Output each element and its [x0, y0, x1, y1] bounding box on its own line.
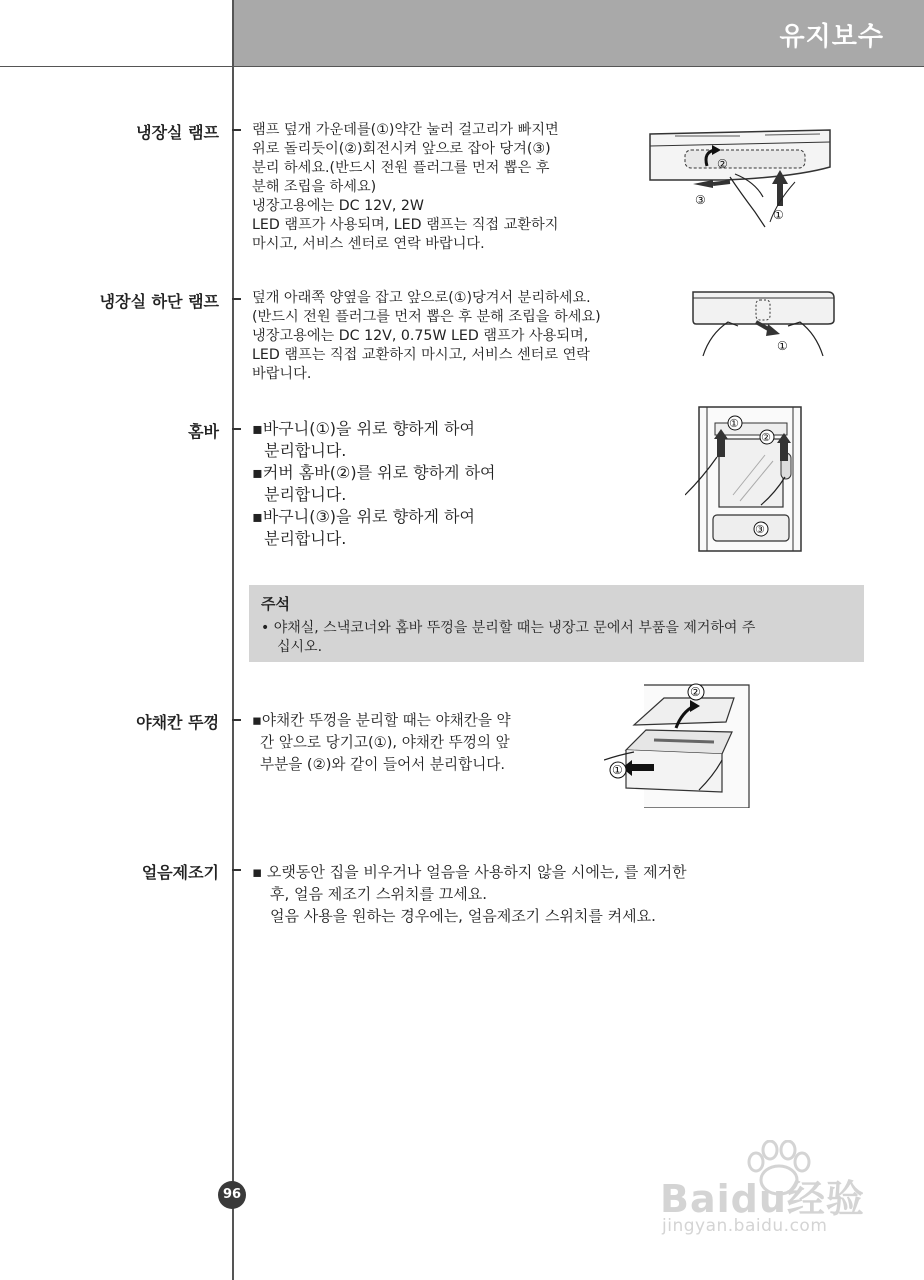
- page-title: 유지보수: [779, 22, 884, 52]
- veg-cover-illustration: [604, 680, 754, 808]
- callout-2: ②: [761, 431, 771, 444]
- fridge-lamp-text: 램프 덮개 가운데를(①)약간 눌러 걸고리가 빠지면 위로 돌리듯이(②)회전시켜 앞으로 잡아 당겨(③) 분리 하세요.(반드시 전원 플러그를 먼저 뽑은 후 분해 조립을 하세요) 냉장고용에는 DC 12V, 2W LED 램프가 사용되며, LED 램프는 직접 교환하지 마시고, 서비스 센터로 연락 바랍니다.: [252, 122, 559, 252]
- callout-1: ①: [777, 339, 788, 353]
- callout-3: ③: [695, 193, 706, 207]
- watermark-url: jingyan.baidu.com: [662, 1216, 828, 1236]
- section-label-veg-cover: 야채칸 뚜껑: [136, 713, 219, 732]
- callout-2: ②: [690, 685, 701, 699]
- page-number: 96: [218, 1181, 246, 1209]
- callout-1: ①: [612, 763, 623, 777]
- veg-cover-text: ▪야채칸 뚜껑을 분리할 때는 야채칸을 약 간 앞으로 당기고(①), 야채칸 뚜껑의 앞 부분을 (②)와 같이 들어서 분리합니다.: [252, 712, 511, 773]
- home-bar-text: ▪바구니(①)을 위로 향하게 하여 분리합니다. ▪커버 홈바(②)를 위로 향하게 하여 분리합니다. ▪바구니(③)을 위로 향하게 하여 분리합니다.: [252, 419, 496, 548]
- lower-lamp-text: 덮개 아래쪽 양옆을 잡고 앞으로(①)당겨서 분리하세요. (반드시 전원 플러그를 먼저 뽑은 후 분해 조립을 하세요) 냉장고용에는 DC 12V, 0.75W LED 램프가 사용되며, LED 램프는 직접 교환하지 마시고, 서비스 센터로 연락 바랍니다.: [252, 290, 601, 382]
- section-label-home-bar: 홈바: [188, 422, 219, 441]
- callout-1: ①: [773, 208, 784, 222]
- lower-lamp-illustration: [688, 284, 838, 359]
- callout-1: ①: [729, 417, 739, 430]
- section-label-ice-maker: 얼음제조기: [141, 863, 219, 882]
- section-tick: [232, 869, 241, 871]
- section-tick: [232, 298, 241, 300]
- section-tick: [232, 428, 241, 430]
- fridge-lamp-illustration: [645, 122, 840, 230]
- callout-3: ③: [755, 523, 765, 536]
- home-bar-illustration: [685, 405, 807, 553]
- header-band: [233, 0, 924, 66]
- ice-maker-text: ▪ 오랫동안 집을 비우거나 얼음을 사용하지 않을 시에는, 를 제거한 후, 얼음 제조기 스위치를 끄세요. 얼음 사용을 원하는 경우에는, 얼음제조기 스위치를 켜세요.: [252, 863, 687, 925]
- margin-divider: [232, 0, 234, 1280]
- note-title: 주석: [261, 595, 290, 613]
- section-label-lower-lamp: 냉장실 하단 램프: [99, 292, 219, 311]
- callout-2: ②: [717, 157, 728, 171]
- watermark-brand: Baidu经验: [660, 1177, 865, 1221]
- section-tick: [232, 129, 241, 131]
- watermark: [660, 1140, 880, 1250]
- header-divider: [0, 66, 924, 67]
- note-box: [249, 585, 864, 662]
- section-label-fridge-lamp: 냉장실 램프: [136, 123, 219, 142]
- note-body: • 야채실, 스낵코너와 홈바 뚜껑을 분리할 때는 냉장고 문에서 부품을 제거하여 주 십시오.: [261, 620, 756, 655]
- section-tick: [232, 719, 241, 721]
